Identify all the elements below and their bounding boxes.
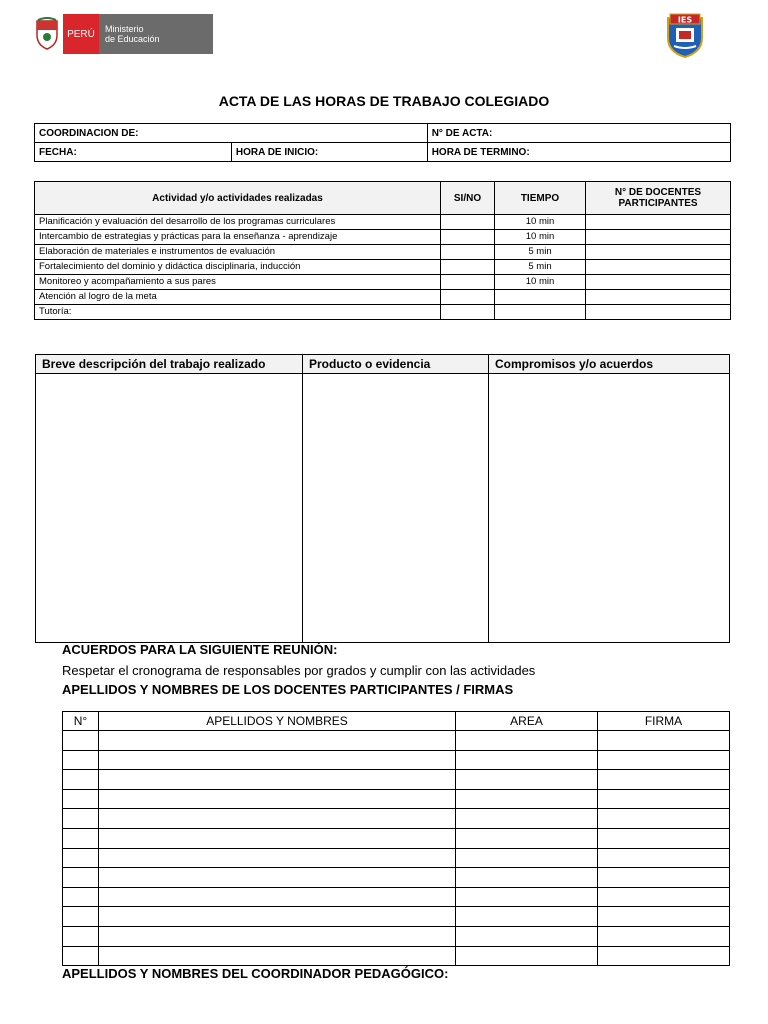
area-cell[interactable] xyxy=(456,907,598,927)
activity-cell: Atención al logro de la meta xyxy=(35,290,441,305)
apellidos-cell[interactable] xyxy=(99,809,456,829)
activity-cell: Monitoreo y acompañamiento a sus pares xyxy=(35,275,441,290)
nro-cell[interactable] xyxy=(63,750,99,770)
signature-row xyxy=(63,809,730,829)
apellidos-cell[interactable] xyxy=(99,946,456,966)
col-firma: FIRMA xyxy=(598,712,730,731)
firma-cell[interactable] xyxy=(598,809,730,829)
signature-row xyxy=(63,828,730,848)
tiempo-cell[interactable] xyxy=(495,290,586,305)
apellidos-cell[interactable] xyxy=(99,731,456,751)
si-no-cell[interactable] xyxy=(441,215,495,230)
activity-cell: Elaboración de materiales e instrumentos de evaluación xyxy=(35,245,441,260)
si-no-cell[interactable] xyxy=(441,290,495,305)
docentes-cell[interactable] xyxy=(586,245,731,260)
area-cell[interactable] xyxy=(456,946,598,966)
signature-row xyxy=(63,789,730,809)
col-actividad: Actividad y/o actividades realizadas xyxy=(35,182,441,215)
signature-row xyxy=(63,868,730,888)
nro-cell[interactable] xyxy=(63,770,99,790)
peru-label: PERÚ xyxy=(63,14,99,54)
docentes-cell[interactable] xyxy=(586,275,731,290)
docentes-heading: APELLIDOS Y NOMBRES DE LOS DOCENTES PARTICIPANTES / FIRMAS xyxy=(62,682,514,697)
minedu-logo xyxy=(33,14,213,54)
activity-row xyxy=(35,245,731,260)
si-no-cell[interactable] xyxy=(441,245,495,260)
nro-cell[interactable] xyxy=(63,907,99,927)
activity-row xyxy=(35,290,731,305)
tiempo-cell[interactable]: 5 min xyxy=(495,260,586,275)
tiempo-cell[interactable] xyxy=(495,305,586,320)
docentes-cell[interactable] xyxy=(586,260,731,275)
apellidos-cell[interactable] xyxy=(99,770,456,790)
nro-cell[interactable] xyxy=(63,887,99,907)
activity-row xyxy=(35,305,731,320)
coordinador-heading: APELLIDOS Y NOMBRES DEL COORDINADOR PEDAGÓGICO: xyxy=(62,966,449,981)
col-tiempo: TIEMPO xyxy=(495,182,586,215)
description-table xyxy=(35,354,730,643)
si-no-cell[interactable] xyxy=(441,305,495,320)
nro-cell[interactable] xyxy=(63,868,99,888)
col-area: AREA xyxy=(456,712,598,731)
coordinacion-field[interactable]: COORDINACION DE: xyxy=(35,124,428,143)
activity-row xyxy=(35,215,731,230)
area-cell[interactable] xyxy=(456,770,598,790)
firma-cell[interactable] xyxy=(598,868,730,888)
firma-cell[interactable] xyxy=(598,731,730,751)
activity-cell: Intercambio de estrategias y prácticas para la enseñanza - aprendizaje xyxy=(35,230,441,245)
col-descripcion: Breve descripción del trabajo realizado xyxy=(36,355,303,374)
activity-cell: Planificación y evaluación del desarrollo de los programas curriculares xyxy=(35,215,441,230)
si-no-cell[interactable] xyxy=(441,275,495,290)
school-logo-text: IES xyxy=(677,15,693,25)
apellidos-cell[interactable] xyxy=(99,887,456,907)
apellidos-cell[interactable] xyxy=(99,907,456,927)
activity-row xyxy=(35,275,731,290)
nro-cell[interactable] xyxy=(63,926,99,946)
compromisos-cell[interactable] xyxy=(489,374,730,643)
nro-cell[interactable] xyxy=(63,789,99,809)
area-cell[interactable] xyxy=(456,789,598,809)
info-table xyxy=(34,123,731,162)
firma-cell[interactable] xyxy=(598,848,730,868)
area-cell[interactable] xyxy=(456,809,598,829)
apellidos-cell[interactable] xyxy=(99,926,456,946)
ministerio-line1: Ministerio xyxy=(105,24,144,34)
firma-cell[interactable] xyxy=(598,750,730,770)
firma-cell[interactable] xyxy=(598,926,730,946)
firma-cell[interactable] xyxy=(598,789,730,809)
tiempo-cell[interactable]: 10 min xyxy=(495,275,586,290)
docentes-cell[interactable] xyxy=(586,305,731,320)
area-cell[interactable] xyxy=(456,848,598,868)
docentes-cell[interactable] xyxy=(586,230,731,245)
col-producto: Producto o evidencia xyxy=(303,355,489,374)
firma-cell[interactable] xyxy=(598,828,730,848)
apellidos-cell[interactable] xyxy=(99,828,456,848)
tiempo-cell[interactable]: 10 min xyxy=(495,230,586,245)
acuerdos-text: Respetar el cronograma de responsables por grados y cumplir con las actividades xyxy=(62,663,536,678)
signature-row xyxy=(63,750,730,770)
activities-body xyxy=(35,215,731,320)
acuerdos-heading: ACUERDOS PARA LA SIGUIENTE REUNIÓN: xyxy=(62,642,338,657)
producto-cell[interactable] xyxy=(303,374,489,643)
ministerio-line2: de Educación xyxy=(105,34,160,44)
area-cell[interactable] xyxy=(456,750,598,770)
tiempo-cell[interactable]: 10 min xyxy=(495,215,586,230)
firma-cell[interactable] xyxy=(598,907,730,927)
hora-inicio-field[interactable]: HORA DE INICIO: xyxy=(231,143,427,162)
area-cell[interactable] xyxy=(456,887,598,907)
tiempo-cell[interactable]: 5 min xyxy=(495,245,586,260)
area-cell[interactable] xyxy=(456,828,598,848)
apellidos-cell[interactable] xyxy=(99,848,456,868)
col-docentes: N° DE DOCENTES PARTICIPANTES xyxy=(586,182,731,215)
apellidos-cell[interactable] xyxy=(99,750,456,770)
nro-cell[interactable] xyxy=(63,848,99,868)
signature-row xyxy=(63,926,730,946)
col-si-no: SI/NO xyxy=(441,182,495,215)
firma-cell[interactable] xyxy=(598,946,730,966)
area-cell[interactable] xyxy=(456,731,598,751)
apellidos-cell[interactable] xyxy=(99,789,456,809)
col-nro: N° xyxy=(63,712,99,731)
apellidos-cell[interactable] xyxy=(99,868,456,888)
signatures-table xyxy=(62,711,730,966)
area-cell[interactable] xyxy=(456,926,598,946)
firma-cell[interactable] xyxy=(598,887,730,907)
col-compromisos: Compromisos y/o acuerdos xyxy=(489,355,730,374)
descripcion-cell[interactable] xyxy=(36,374,303,643)
document-title: ACTA DE LAS HORAS DE TRABAJO COLEGIADO xyxy=(218,93,550,109)
nro-cell[interactable] xyxy=(63,828,99,848)
nro-cell[interactable] xyxy=(63,809,99,829)
signature-row xyxy=(63,907,730,927)
ministerio-label xyxy=(99,14,213,54)
school-crest-icon xyxy=(664,12,706,58)
activity-row xyxy=(35,260,731,275)
col-apellidos: APELLIDOS Y NOMBRES xyxy=(99,712,456,731)
activity-row xyxy=(35,230,731,245)
docentes-cell[interactable] xyxy=(586,215,731,230)
activities-table xyxy=(34,181,731,320)
signature-row xyxy=(63,887,730,907)
si-no-cell[interactable] xyxy=(441,260,495,275)
signature-row xyxy=(63,731,730,751)
firma-cell[interactable] xyxy=(598,770,730,790)
peru-shield-icon xyxy=(33,14,61,54)
si-no-cell[interactable] xyxy=(441,230,495,245)
nro-acta-field[interactable]: N° DE ACTA: xyxy=(427,124,730,143)
activity-cell: Tutoría: xyxy=(35,305,441,320)
nro-cell[interactable] xyxy=(63,731,99,751)
signature-row xyxy=(63,770,730,790)
area-cell[interactable] xyxy=(456,868,598,888)
activity-cell: Fortalecimiento del dominio y didáctica disciplinaria, inducción xyxy=(35,260,441,275)
signature-row xyxy=(63,946,730,966)
signature-row xyxy=(63,848,730,868)
hora-termino-field[interactable]: HORA DE TERMINO: xyxy=(427,143,730,162)
signatures-body xyxy=(63,731,730,966)
nro-cell[interactable] xyxy=(63,946,99,966)
fecha-field[interactable]: FECHA: xyxy=(35,143,232,162)
docentes-cell[interactable] xyxy=(586,290,731,305)
